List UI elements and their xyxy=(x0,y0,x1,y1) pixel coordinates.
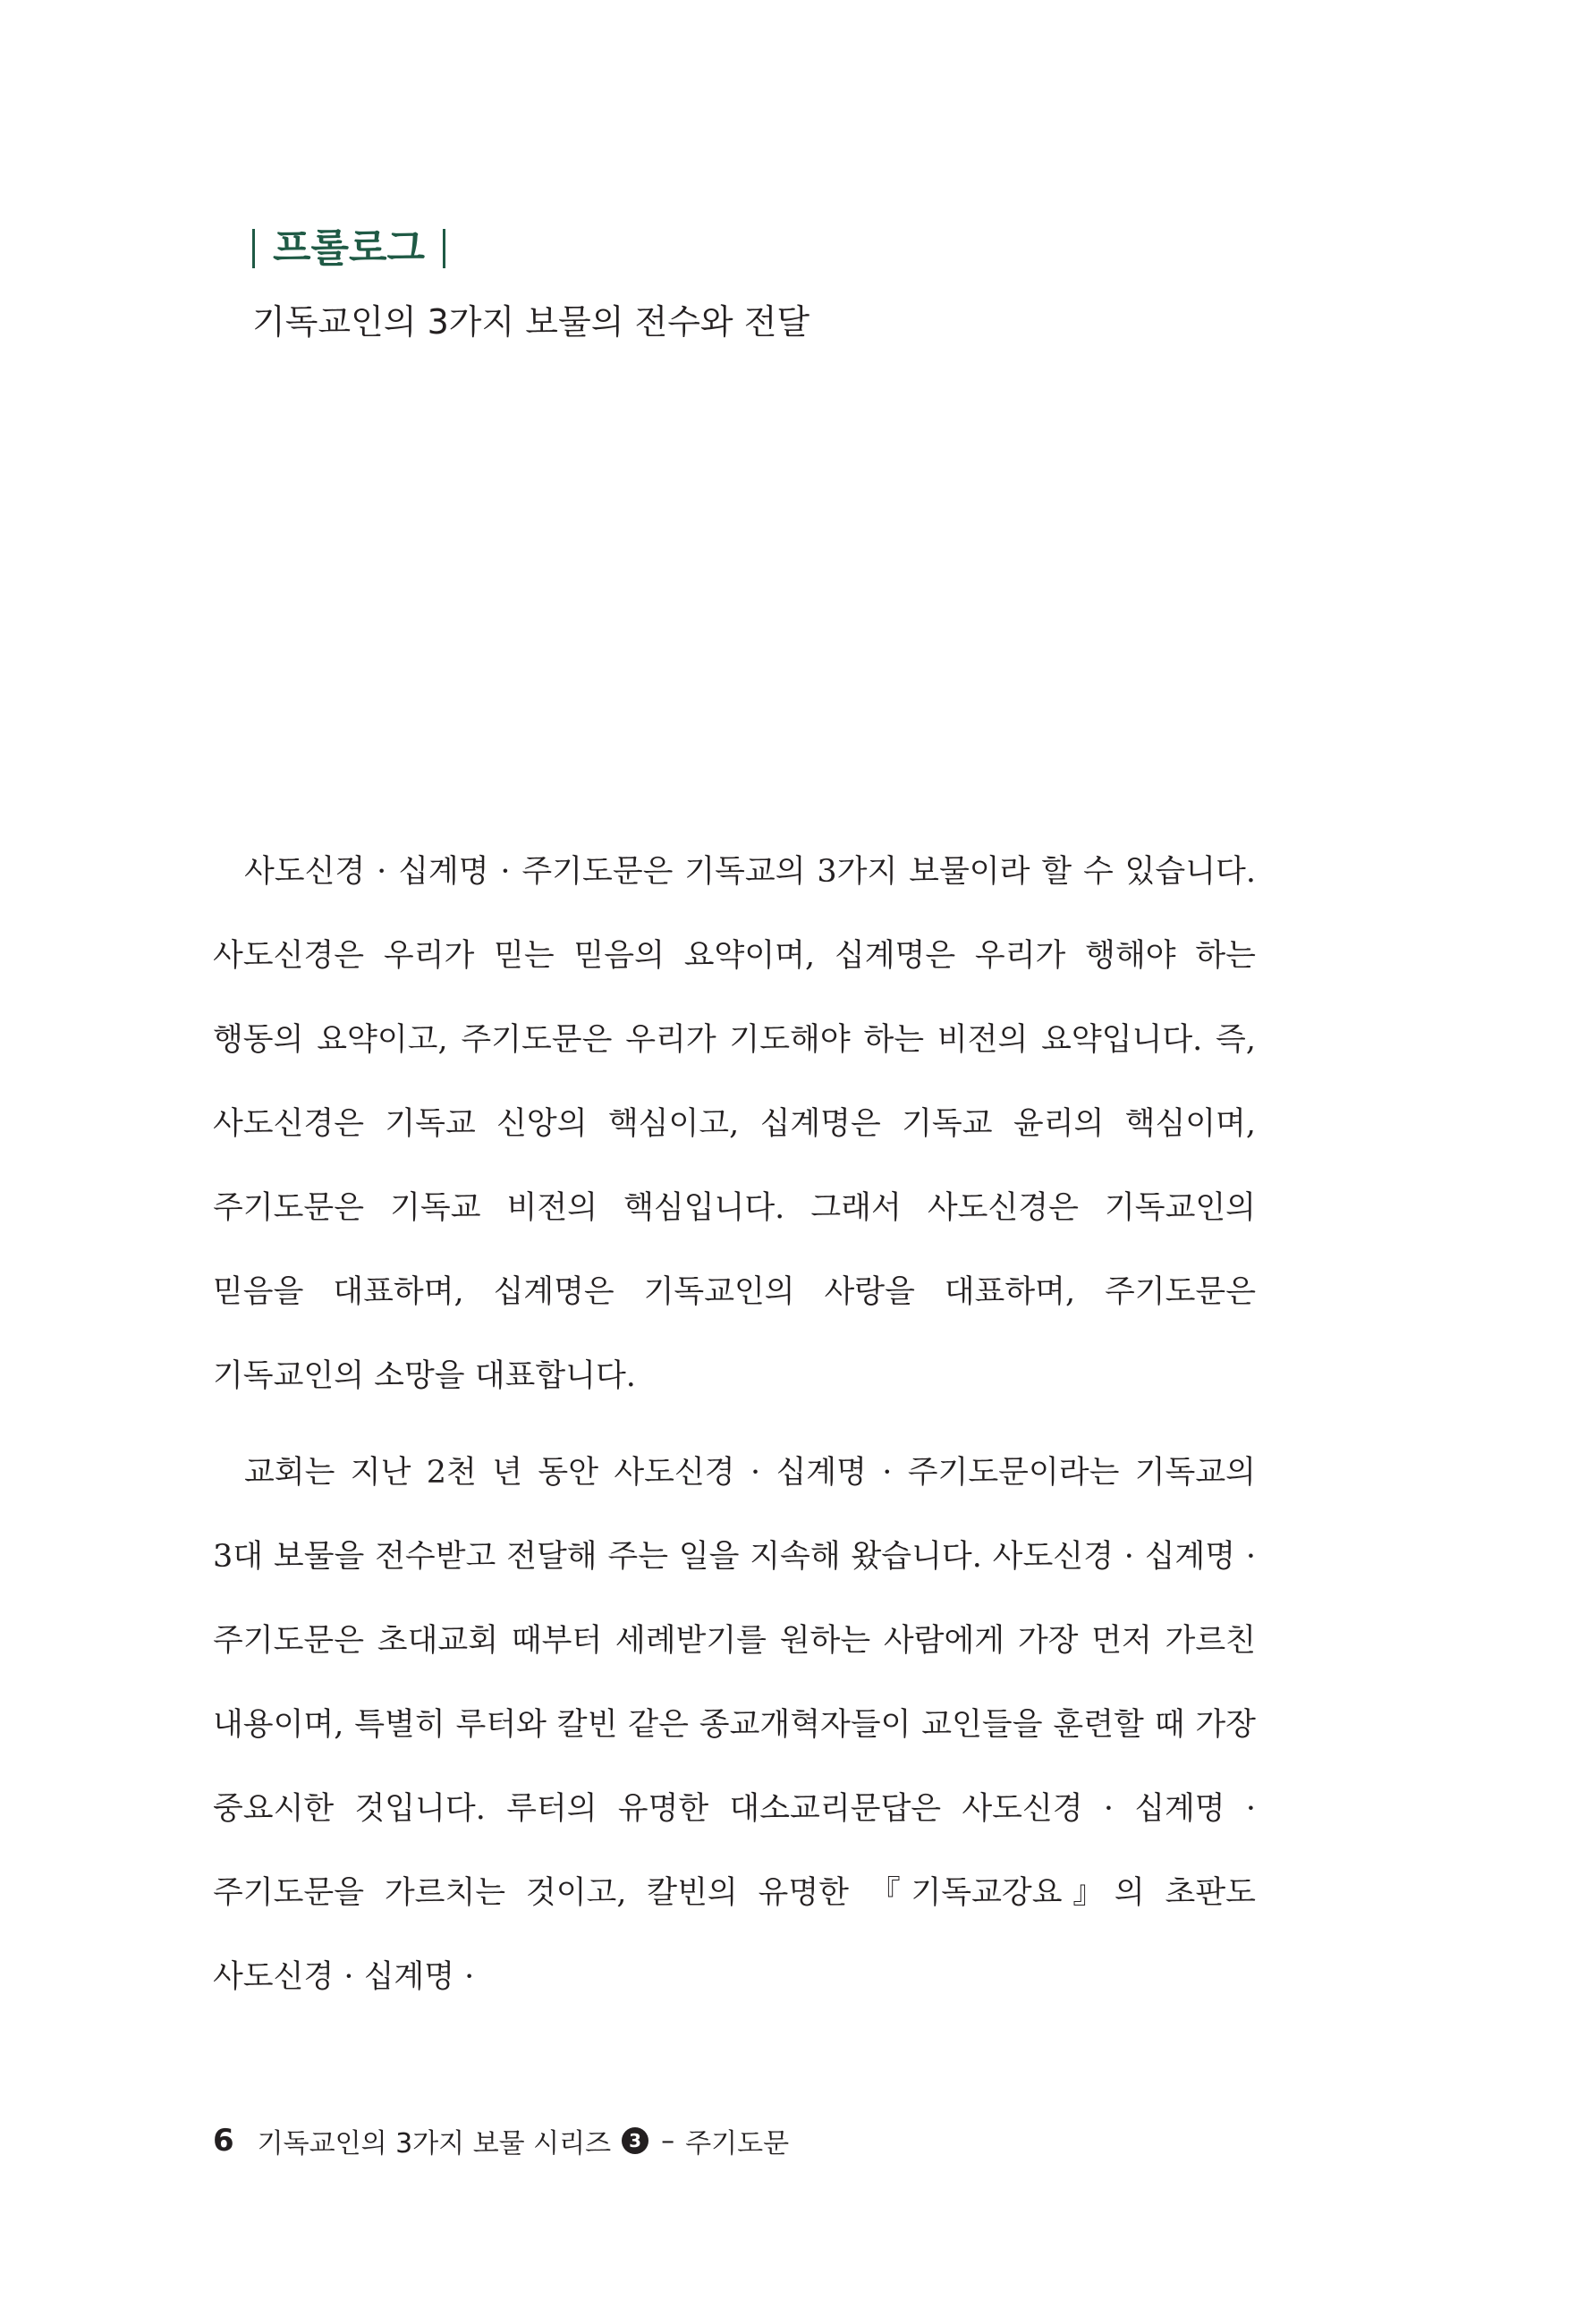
page-footer xyxy=(213,2119,789,2162)
body-paragraph: 사도신경 · 십계명 · 주기도문은 기독교의 3가지 보물이라 할 수 있습니다. 사도신경은 우리가 믿는 믿음의 요약이며, 십계명은 우리가 행해야 하는 행동의 요약이고, 주기도문은 우리가 기도해야 하는 비전의 요약입니다. 즉, 사도신경은 기독교 신앙의 핵심이고, 십계명은 기독교 윤리의 핵심이며, 주기도문은 기독교 비전의 핵심입니다. 그래서 사도신경은 기독교인의 믿음을 대표하며, 십계명은 기독교인의 사랑을 대표하며, 주기도문은 기독교인의 소망을 대표합니다. xyxy=(213,854,1256,1394)
body-paragraph: 교회는 지난 2천 년 동안 사도신경 · 십계명 · 주기도문이라는 기독교의 3대 보물을 전수받고 전달해 주는 일을 지속해 왔습니다. 사도신경 · 십계명 · 주기도문은 초대교회 때부터 세례받기를 원하는 사람에게 가장 먼저 가르친 내용이며, 특별히 루터와 칼빈 같은 종교개혁자들이 교인들을 훈련할 때 가장 중요시한 것입니다. 루터의 유명한 대소교리문답은 사도신경 · 십계명 · 주기도문을 가르치는 것이고, 칼빈의 유명한 『기독교강요』의 초판도 사도신경 · 십계명 · xyxy=(213,1455,1256,1995)
body-paragraph-2-block xyxy=(213,1431,1256,2019)
heading-right-bar xyxy=(443,229,445,268)
heading-left-bar xyxy=(252,229,255,268)
page-number: 6 xyxy=(213,2123,234,2159)
chapter-title: 프롤로그 xyxy=(273,225,426,271)
chapter-subtitle: 기독교인의 3가지 보물의 전수와 전달 xyxy=(252,302,810,342)
body-paragraph-1-block xyxy=(213,830,1256,1418)
chapter-heading xyxy=(252,220,445,277)
series-number-badge: 3 xyxy=(622,2127,648,2154)
book-title: 주기도문 xyxy=(685,2128,790,2159)
series-title: 기독교인의 3가지 보물 시리즈 xyxy=(257,2128,612,2159)
footer-separator: – xyxy=(661,2125,675,2157)
